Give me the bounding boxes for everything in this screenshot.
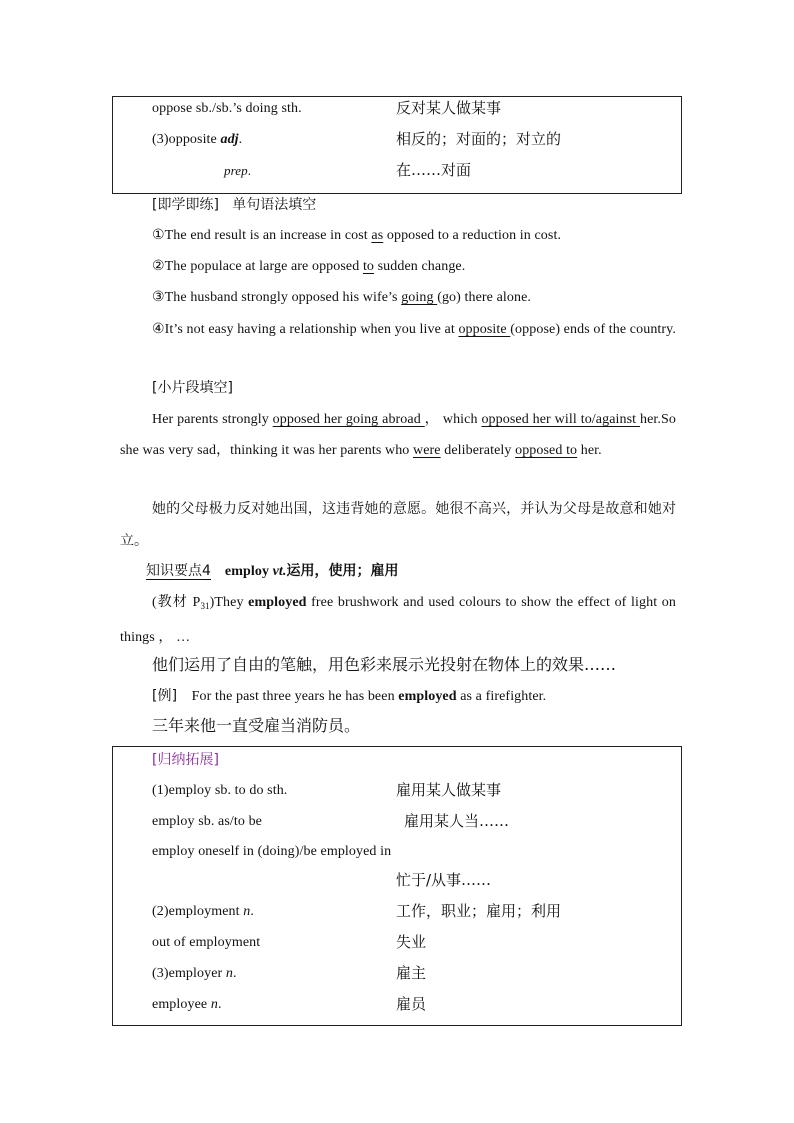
phrase-out-of-employment-meaning: 失业 <box>396 933 427 951</box>
practice-heading <box>152 195 316 215</box>
word-opposite-adj <box>152 130 242 150</box>
sentence-text: (go) there alone. <box>437 290 532 305</box>
textbook-quote-translation: 他们运用了自由的笔触，用色彩来展示光投射在物体上的效果…… <box>152 655 617 674</box>
fragment-heading: [小片段填空] <box>152 380 233 396</box>
word-employment <box>152 902 254 922</box>
pos-dot: . <box>238 132 243 147</box>
exercise-sentence-2 <box>152 257 465 277</box>
phrase-employ-to-do-meaning: 雇用某人做某事 <box>396 781 502 799</box>
word-employee-meaning: 雇员 <box>396 995 427 1013</box>
fragment-text: ， which <box>424 412 482 427</box>
answer-blank: going <box>401 290 438 305</box>
pos-adj: adj <box>220 132 239 147</box>
source-page: 31 <box>200 601 210 611</box>
word-opposite-adj-meaning: 相反的；对面的；对立的 <box>396 130 562 148</box>
fragment-text: Her parents strongly <box>152 412 273 427</box>
headword-pos: vt. <box>272 564 287 579</box>
quote-text: free brushwork and used colours to show the effect of light on things ， … <box>120 595 676 645</box>
exercise-sentence-4 <box>120 314 676 345</box>
headword-meaning: 运用，使用；雇用 <box>286 563 399 579</box>
word-employer-meaning: 雇主 <box>396 964 427 982</box>
sentence-text: opposed to a reduction in cost. <box>383 228 562 243</box>
phrase-oppose-doing-meaning: 反对某人做某事 <box>396 99 502 117</box>
phrase-oppose-doing: oppose sb./sb.’s doing sth. <box>152 101 302 116</box>
pos-dot: . <box>233 966 237 981</box>
example-label: [例] <box>152 688 178 704</box>
answer-blank: opposed her going abroad <box>272 412 425 427</box>
example-sentence <box>152 686 546 707</box>
fragment-text: her.So she was very sad，thinking it was her parents who <box>120 412 676 458</box>
sentence-text: sudden change. <box>374 259 466 274</box>
pos-n: n <box>210 997 218 1012</box>
sentence-text: ②The populace at large are opposed <box>152 259 363 274</box>
answer-blank: opposite <box>458 322 511 337</box>
knowledge-point-heading <box>146 561 398 582</box>
pos-prep: prep <box>224 163 248 178</box>
example-text: as a firefighter. <box>456 689 547 704</box>
source-ref: (教材 P <box>152 595 201 610</box>
example-keyword: employed <box>398 689 457 704</box>
quote-keyword: employed <box>248 595 307 610</box>
example-translation: 三年来他一直受雇当消防员。 <box>152 716 361 735</box>
word-opposite: (3)opposite <box>152 132 221 147</box>
exercise-sentence-3 <box>152 288 531 308</box>
fragment-text: deliberately <box>440 443 516 458</box>
phrase-employ-oneself: employ oneself in (doing)/be employed in <box>152 844 392 859</box>
sentence-text: (oppose) ends of the country. <box>510 322 676 337</box>
answer-blank: to <box>362 259 375 274</box>
word-text: (3)employer <box>152 966 226 981</box>
knowledge-point-label: 知识要点4 <box>146 563 211 579</box>
sentence-text: ③The husband strongly opposed his wife’s <box>152 290 402 305</box>
word-employee <box>152 995 222 1015</box>
pos-dot: . <box>250 904 254 919</box>
phrase-employ-oneself-meaning: 忙于/从事…… <box>396 871 492 889</box>
phrase-employ-as: employ sb. as/to be <box>152 814 262 829</box>
word-text: (2)employment <box>152 904 244 919</box>
fragment-paragraph <box>120 404 676 466</box>
practice-heading-title: 单句语法填空 <box>232 197 317 213</box>
word-employer <box>152 964 237 984</box>
sentence-text: ①The end result is an increase in cost <box>152 228 372 243</box>
phrase-employ-as-meaning: 雇用某人当…… <box>404 812 510 830</box>
answer-blank: opposed her will to/against <box>481 412 640 427</box>
practice-heading-bracket: [即学即练] <box>152 197 219 213</box>
word-opposite-prep-meaning: 在……对面 <box>396 161 472 179</box>
pos-n: n <box>225 966 234 981</box>
textbook-quote <box>120 587 676 653</box>
quote-text: )They <box>209 595 249 610</box>
answer-blank: opposed to <box>515 443 578 458</box>
pos-dot: . <box>247 163 252 178</box>
fragment-translation: 她的父母极力反对她出国，这违背她的意愿。她很不高兴，并认为父母是故意和她对立。 <box>120 501 676 549</box>
pos-n: n <box>243 904 251 919</box>
word-text: employee <box>152 997 211 1012</box>
pos-dot: . <box>217 997 222 1012</box>
exercise-sentence-1 <box>152 226 561 246</box>
summary-title: [归纳拓展] <box>152 752 219 768</box>
sentence-text: ④It’s not easy having a relationship when you live at <box>152 322 459 337</box>
fragment-text: her. <box>577 443 602 458</box>
example-text: For the past three years he has been <box>191 689 399 704</box>
word-employment-meaning: 工作，职业；雇用；利用 <box>396 902 562 920</box>
word-opposite-prep <box>224 161 251 181</box>
phrase-out-of-employment: out of employment <box>152 935 261 950</box>
phrase-employ-to-do: (1)employ sb. to do sth. <box>152 783 288 798</box>
headword: employ <box>224 564 270 579</box>
answer-blank: were <box>413 443 441 458</box>
answer-blank: as <box>371 228 384 243</box>
